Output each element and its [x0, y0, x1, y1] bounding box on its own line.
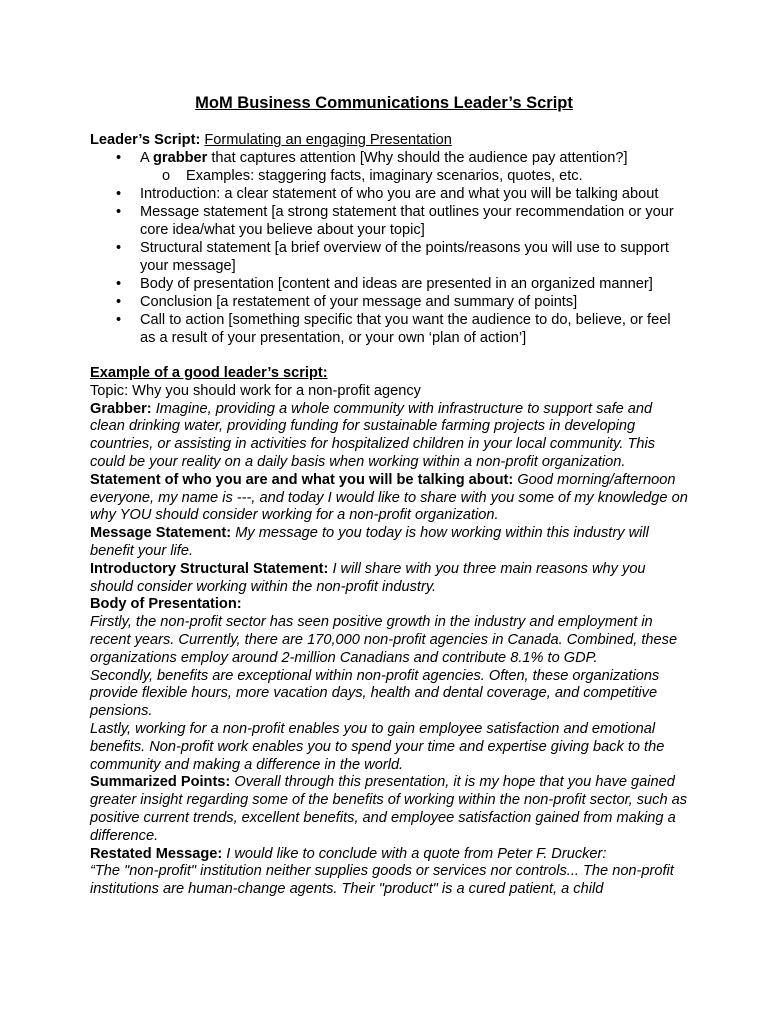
drucker-quote: “The "non-profit" institution neither supplies goods or services nor controls... The non-profit institutions are human-change agents. Their "product" is a cured patient, a child	[90, 863, 674, 898]
bullet-conclusion: • Conclusion [a restatement of your message and summary of points]	[90, 293, 690, 311]
statement-text: Good morning/afternoon everyone, my name is ---, and today I would like to share with you some of my knowledge on why YOU should consider working for a non-profit organization.	[90, 471, 688, 524]
restated-text: I would like to conclude with a quote from Peter F. Drucker:	[226, 845, 607, 862]
bullet-rest: that captures attention [Why should the audience pay attention?]	[207, 150, 628, 166]
body-paragraph-2: Secondly, benefits are exceptional within non-profit agencies. Often, these organizations provide flexible hours, more vacation days, health and dental coverage, and competitive pensions.	[90, 667, 660, 720]
grabber-text: Imagine, providing a whole community with infrastructure to support safe and clean drinking water, providing funding for sustainable farming projects in developing countries, or assisting in activities for hospitalized children in your local community. This could be your reality on a daily basis when working within a non-profit organization.	[90, 400, 656, 470]
grabber-label: Grabber:	[90, 400, 152, 417]
example-heading: Example of a good leader’s script:	[90, 365, 328, 381]
topic-line: Topic: Why you should work for a non-profit agency	[90, 382, 421, 399]
grabber-paragraph	[90, 401, 690, 472]
body-paragraph-1: Firstly, the non-profit sector has seen positive growth in the industry and employment in recent years. Currently, there are 170,000 non-profit agencies in Canada. Combined, these organizations employ around 2-million Canadians and contribute 8.1% to GDP.	[90, 614, 678, 666]
statement-paragraph	[90, 472, 690, 525]
summarized-label: Summarized Points:	[90, 774, 231, 791]
restated-paragraph	[90, 846, 690, 864]
section-heading	[90, 131, 690, 149]
sub-bullet-examples: o Examples: staggering facts, imaginary scenarios, quotes, etc.	[140, 167, 690, 185]
bullet-grabber	[90, 149, 690, 185]
bullet-introduction: • Introduction: a clear statement of who you are and what you will be talking about	[90, 185, 690, 203]
message-text: My message to you today is how working within this industry will benefit your life.	[90, 525, 649, 559]
bullet-call-to-action: • Call to action [something specific that you want the audience to do, believe, or feel as a result of your presentation, or your own ‘plan of action’]	[90, 311, 690, 347]
bullet-body: • Body of presentation [content and ideas are presented in an organized manner]	[90, 275, 690, 293]
statement-label: Statement of who you are and what you will be talking about:	[90, 471, 514, 488]
sub-bullet-list	[140, 167, 690, 185]
restated-label: Restated Message:	[90, 845, 223, 862]
bullet-bold-term: grabber	[152, 150, 208, 166]
section-heading-text: Formulating an engaging Presentation	[204, 132, 452, 148]
section-heading-label: Leader’s Script:	[90, 132, 201, 148]
summarized-text: Overall through this presentation, it is my hope that you have gained greater insight regarding some of the benefits of working within the non-profit sector, such as positive current trends, excellent benefits, and employee satisfaction gained from making a difference.	[90, 774, 688, 844]
message-label: Message Statement:	[90, 525, 232, 542]
message-paragraph	[90, 525, 690, 561]
structural-label: Introductory Structural Statement:	[90, 560, 329, 577]
structural-paragraph	[90, 561, 690, 597]
bullet-prefix: A	[140, 150, 153, 166]
bullet-message-statement: • Message statement [a strong statement that outlines your recommendation or your core idea/what you believe about your topic]	[90, 203, 690, 239]
body-label: Body of Presentation:	[90, 596, 242, 613]
example-script-section	[90, 365, 690, 899]
summarized-paragraph	[90, 774, 690, 845]
leaders-script-section	[90, 131, 690, 347]
script-bullet-list	[90, 149, 690, 347]
structural-text: I will share with you three main reasons why you should consider working within the non-profit industry.	[90, 560, 646, 595]
body-paragraph-3: Lastly, working for a non-profit enables you to gain employee satisfaction and emotional benefits. Non-profit work enables you to spend your time and expertise giving back to the community and making a difference in the world.	[90, 720, 665, 773]
bullet-structural-statement: • Structural statement [a brief overview of the points/reasons you will use to support your message]	[90, 239, 690, 275]
page-title: MoM Business Communications Leader’s Script	[195, 94, 573, 112]
